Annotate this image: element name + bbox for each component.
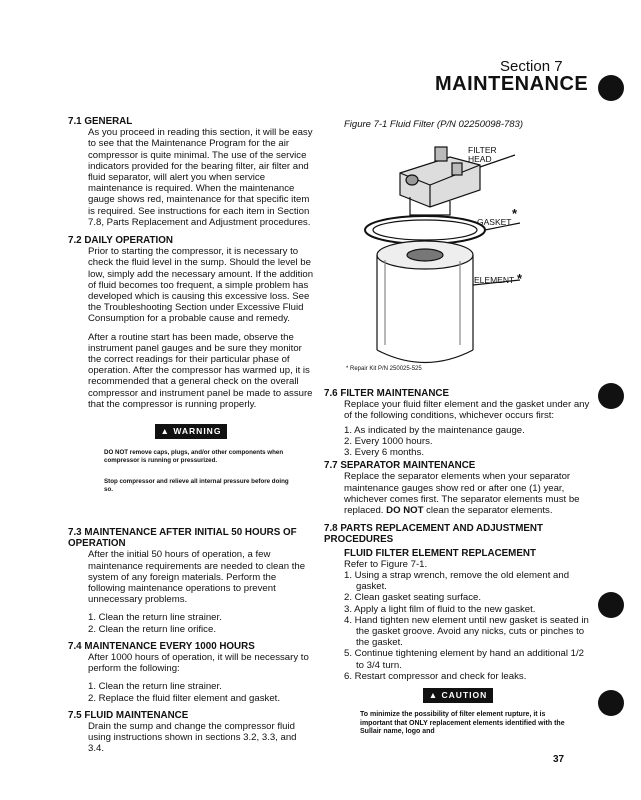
text-7-7-a: Replace the separator elements when your separator maintenance gauges show red or after one (1) year, whichever comes first. The separator elements must be replaced. bbox=[344, 471, 580, 517]
text-7-5: Drain the sump and change the compressor fluid using instructions shown in sections 3.2, 3.3, and 3.4. bbox=[88, 720, 297, 755]
list-item: 2. Every 1000 hours. bbox=[344, 435, 433, 447]
list-item: 1. Using a strap wrench, remove the old element and gasket. bbox=[344, 570, 570, 593]
list-item: 2. Clean gasket seating surface. bbox=[344, 592, 482, 604]
fluid-filter-illustration bbox=[340, 135, 570, 370]
caution-badge bbox=[423, 688, 494, 703]
heading-7-4: 7.4 MAINTENANCE EVERY 1000 HOURS bbox=[68, 640, 255, 652]
text-7-7 bbox=[344, 471, 592, 516]
warning-triangle-icon: ▲ bbox=[160, 426, 170, 437]
list-item: 1. Clean the return line strainer. bbox=[88, 681, 222, 693]
right-column bbox=[324, 388, 592, 737]
ref-7-8: Refer to Figure 7-1. bbox=[344, 558, 428, 570]
list-7-6 bbox=[344, 425, 592, 459]
text-7-7-c: clean the separator elements. bbox=[426, 505, 553, 517]
heading-7-3: 7.3 MAINTENANCE AFTER INITIAL 50 HOURS OF OPERATION bbox=[68, 526, 297, 550]
text-7-2-p1: Prior to starting the compressor, it is necessary to check the fluid level in the sump. Should the level be low, simply add the necessary amount. If the addition of fluid becomes too frequent, a simple problem has developed which is causing this excessive loss. See the Troubleshooting Section under Excessive Fluid Consumption for a probable cause and remedy. bbox=[88, 246, 314, 325]
list-item: 4. Hand tighten new element until new gasket is seated in the gasket groove. Avoid any nicks, cuts or pinches to the gasket. bbox=[344, 614, 589, 649]
list-item: 5. Continue tightening element by hand an additional 1/2 to 3/4 turn. bbox=[344, 648, 585, 671]
tab-dot bbox=[598, 690, 624, 716]
text-7-3: After the initial 50 hours of operation, a few maintenance requirements are needed to clean the system of any foreign materials. Perform the following maintenance operations to prevent unnecessary problems. bbox=[88, 549, 306, 606]
heading-7-6: 7.6 FILTER MAINTENANCE bbox=[324, 388, 450, 399]
list-7-4 bbox=[88, 681, 314, 703]
warning-badge bbox=[155, 424, 228, 439]
list-item: 1. Clean the return line strainer. bbox=[88, 612, 222, 624]
figure-caption: Figure 7-1 Fluid Filter (P/N 02250098-783) bbox=[344, 119, 524, 130]
heading-7-7: 7.7 SEPARATOR MAINTENANCE bbox=[324, 460, 476, 472]
label-filter-head: FILTER HEAD bbox=[468, 145, 497, 164]
label-element: ELEMENT bbox=[474, 275, 515, 285]
section-title: MAINTENANCE bbox=[435, 73, 589, 95]
section-label: Section 7 bbox=[500, 58, 563, 75]
heading-7-2: 7.2 DAILY OPERATION bbox=[68, 235, 173, 247]
tab-dot bbox=[598, 592, 624, 618]
caution-label: CAUTION bbox=[441, 690, 488, 701]
gasket-asterisk: * bbox=[512, 206, 518, 221]
list-7-3 bbox=[88, 612, 314, 634]
list-item: 6. Restart compressor and check for leaks. bbox=[344, 670, 527, 682]
heading-7-5: 7.5 FLUID MAINTENANCE bbox=[68, 709, 189, 721]
list-item: 1. As indicated by the maintenance gauge. bbox=[344, 424, 525, 436]
text-7-4: After 1000 hours of operation, it will be necessary to perform the following: bbox=[88, 651, 309, 675]
warning-text-2: Stop compressor and relieve all internal pressure before doing so. bbox=[104, 478, 289, 493]
element-asterisk: * bbox=[517, 271, 523, 286]
warning-text-1: DO NOT remove caps, plugs, and/or other components when compressor is running or pressurized. bbox=[104, 449, 284, 464]
warning-label: WARNING bbox=[173, 426, 222, 437]
text-7-2-p2: After a routine start has been made, observe the instrument panel gauges and be sure they monitor the correct readings for their particular phase of operation. After the compressor has warmed up, it is recommended that a general check on the overall compressor and instrument panel be made to assure that the compressor is running properly. bbox=[88, 331, 313, 410]
list-item: 3. Apply a light film of fluid to the new gasket. bbox=[344, 603, 536, 615]
caution-triangle-icon: ▲ bbox=[428, 690, 439, 701]
text-7-1: As you proceed in reading this section, it will be easy to see that the Maintenance Program for the air compressor is quite minimal. The use of the service indicators provided for the bearing filter, air filter and fluid separator, will alert you when service maintenance is required. When the maintenance gauge shows red, maintenance for that specific item is required. See instructions for each item in Section 7.8, Parts Replacement and Adjustment procedures. bbox=[88, 127, 313, 228]
left-column bbox=[68, 116, 314, 762]
list-item: 2. Replace the fluid filter element and gasket. bbox=[88, 692, 280, 704]
text-7-7-b: DO NOT bbox=[386, 505, 424, 517]
label-gasket: GASKET bbox=[477, 217, 512, 227]
text-7-6: Replace your fluid filter element and the gasket under any of the following conditions, whichever occurs first: bbox=[344, 399, 590, 422]
list-item: 3. Every 6 months. bbox=[344, 447, 424, 459]
caution-text: To minimize the possibility of filter element rupture, it is important that ONLY replacement elements identified with the Sullair name, logo and bbox=[360, 711, 565, 736]
page-number: 37 bbox=[553, 754, 565, 765]
list-item: 2. Clean the return line orifice. bbox=[88, 623, 216, 635]
heading-7-8: 7.8 PARTS REPLACEMENT AND ADJUSTMENT PROCEDURES bbox=[324, 523, 543, 546]
tab-dot bbox=[598, 75, 624, 101]
tab-dot bbox=[598, 383, 624, 409]
list-7-8 bbox=[344, 570, 592, 682]
heading-7-1: 7.1 GENERAL bbox=[68, 116, 133, 127]
subheading-7-8: FLUID FILTER ELEMENT REPLACEMENT bbox=[344, 547, 536, 559]
repair-kit-note: * Repair Kit P/N 250025-525 bbox=[346, 366, 422, 372]
